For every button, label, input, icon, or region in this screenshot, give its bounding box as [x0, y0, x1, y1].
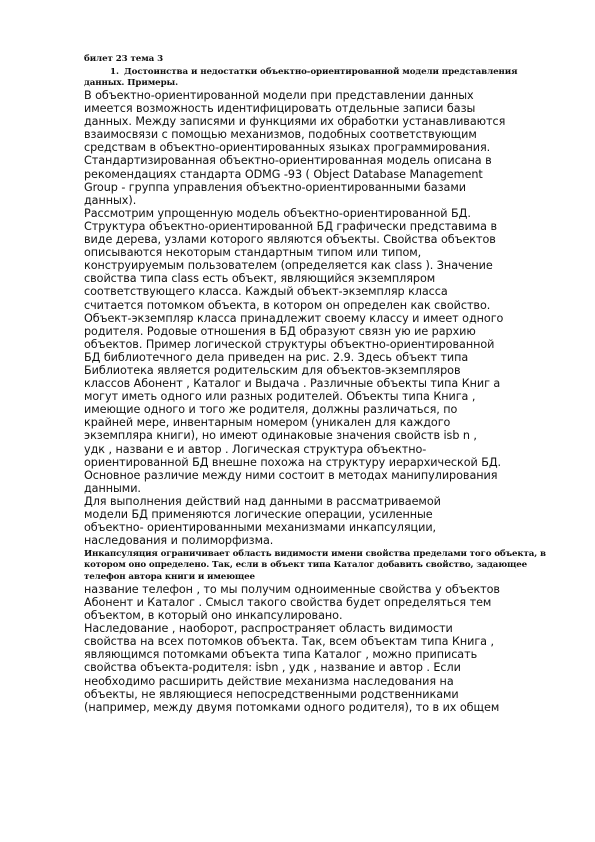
text-line: объектом, в который оно инкапсулировано.	[84, 609, 343, 623]
paragraph-operations	[84, 495, 544, 547]
document-page	[84, 54, 544, 714]
text-line: конструируемым пользователем (определяется как class ). Значение	[84, 259, 493, 273]
text-line: Основное различие между ними состоит в методах манипулирования	[84, 468, 498, 482]
text-line: средствам в объектно-ориентированных языках программирования.	[84, 141, 491, 155]
text-line: соответствующего класса. Каждый объект-экземпляр класса	[84, 285, 448, 299]
topic-title-line-2: данных. Примеры.	[84, 78, 179, 88]
paragraph-intro	[84, 89, 544, 207]
topic-number: 1.	[110, 67, 119, 77]
text-line: родителя. Родовые отношения в БД образуют связн ую ие рархию	[84, 324, 476, 338]
topic-title-line	[110, 67, 544, 78]
text-line: ориентированной БД внешне похожа на структуру иерархической БД.	[84, 455, 502, 469]
text-line: удк , названи е и автор . Логическая структура объектно-	[84, 442, 427, 456]
text-line: необходимо расширить действие механизма наследования на	[84, 674, 454, 688]
text-line: объектов. Пример логической структуры объектно-ориентированной	[84, 337, 495, 351]
topic-heading-continued	[84, 78, 544, 89]
paragraph-encapsulation	[84, 583, 544, 622]
text-line: Рассмотрим упрощенную модель объектно-ориентированной БД.	[84, 206, 471, 220]
text-line: считается потомком объекта, в котором он определен как свойство.	[84, 298, 491, 312]
text-line: Инкапсуляция ограничивает область видимости имени свойства пределами того объекта, в	[84, 549, 546, 560]
text-line: Для выполнения действий над данными в рассматриваемой	[84, 494, 441, 508]
ticket-label: билет 23 тема 3	[84, 54, 164, 64]
text-line: Наследование , наоборот, распространяет область видимости	[84, 622, 453, 636]
ticket-heading	[84, 54, 544, 65]
text-line: объекты, не являющиеся непосредственными родственниками	[84, 687, 459, 701]
text-line: данными.	[84, 481, 141, 495]
text-line: имеется возможность идентифицировать отдельные записи базы	[84, 102, 476, 116]
text-line: данных).	[84, 193, 137, 207]
text-line: Стандартизированная объектно-ориентированная модель описана в	[84, 154, 492, 168]
text-line: описываются некоторым стандартным типом или типом,	[84, 246, 422, 260]
topic-title-text: Достоинства и недостатки объектно-ориентированной модели представления	[124, 67, 518, 77]
topic-heading	[84, 67, 544, 78]
text-line: объектно- ориентированными механизмами инкапсуляции,	[84, 521, 437, 535]
text-line: Библиотека является родительским для объектов-экземпляров	[84, 363, 461, 377]
text-line: свойства на всех потомков объекта. Так, всем объектам типа Книга ,	[84, 635, 494, 649]
text-line: рекомендациях стандарта ODMG -93 ( Object Database Management	[84, 167, 483, 181]
text-line: свойства типа class есть объект, являющийся экземпляром	[84, 272, 436, 286]
text-line: наследования и полиморфизма.	[84, 534, 274, 548]
text-line: В объектно-ориентированной модели при представлении данных	[84, 89, 474, 102]
text-line: Структура объектно-ориентированной БД графически представима в	[84, 219, 497, 233]
text-line: название телефон , то мы получим одноименные свойства у объектов	[84, 582, 500, 596]
paragraph-inheritance	[84, 622, 544, 714]
text-line: модели БД применяются логические операции, усиленные	[84, 508, 433, 521]
text-line: (например, между двумя потомками одного родителя), то в их общем	[84, 700, 500, 714]
text-line: Абонент и Каталог . Смысл такого свойства будет определяться тем	[84, 595, 492, 609]
text-line: данных. Между записями и функциями их обработки устанавливаются	[84, 115, 506, 129]
text-line: могут иметь одного или разных родителей. Объекты типа Книга ,	[84, 390, 476, 404]
text-line: Group - группа управления объектно-ориентированными базами	[84, 180, 466, 194]
text-line: экземпляра книги), но имеют одинаковые значения свойств isb n ,	[84, 429, 477, 443]
text-line: Объект-экземпляр класса принадлежит своему классу и имеет одного	[84, 311, 504, 325]
text-line: классов Абонент , Каталог и Выдача . Различные объекты типа Книг а	[84, 377, 501, 391]
text-line: свойства объекта-родителя: isbn , удк , название и автор . Если	[84, 661, 461, 675]
text-line: виде дерева, узлами которого являются объекты. Свойства объектов	[84, 233, 496, 247]
text-line: телефон автора книги и имеющее	[84, 571, 255, 582]
text-line: крайней мере, инвентарным номером (уникален для каждого	[84, 416, 451, 430]
text-line: БД библиотечного дела приведен на рис. 2.9. Здесь объект типа	[84, 350, 469, 364]
paragraph-structure	[84, 207, 544, 495]
text-line: имеющие одного и того же родителя, должны различаться, по	[84, 403, 458, 417]
text-line: взаимосвязи с помощью механизмов, подобных соответствующим	[84, 128, 477, 142]
paragraph-encapsulation-bold	[84, 549, 544, 583]
text-line: котором оно определено. Так, если в объект типа Каталог добавить свойство, задающее	[84, 560, 527, 571]
text-line: являющимся потомками объекта типа Каталог , можно приписать	[84, 648, 478, 662]
